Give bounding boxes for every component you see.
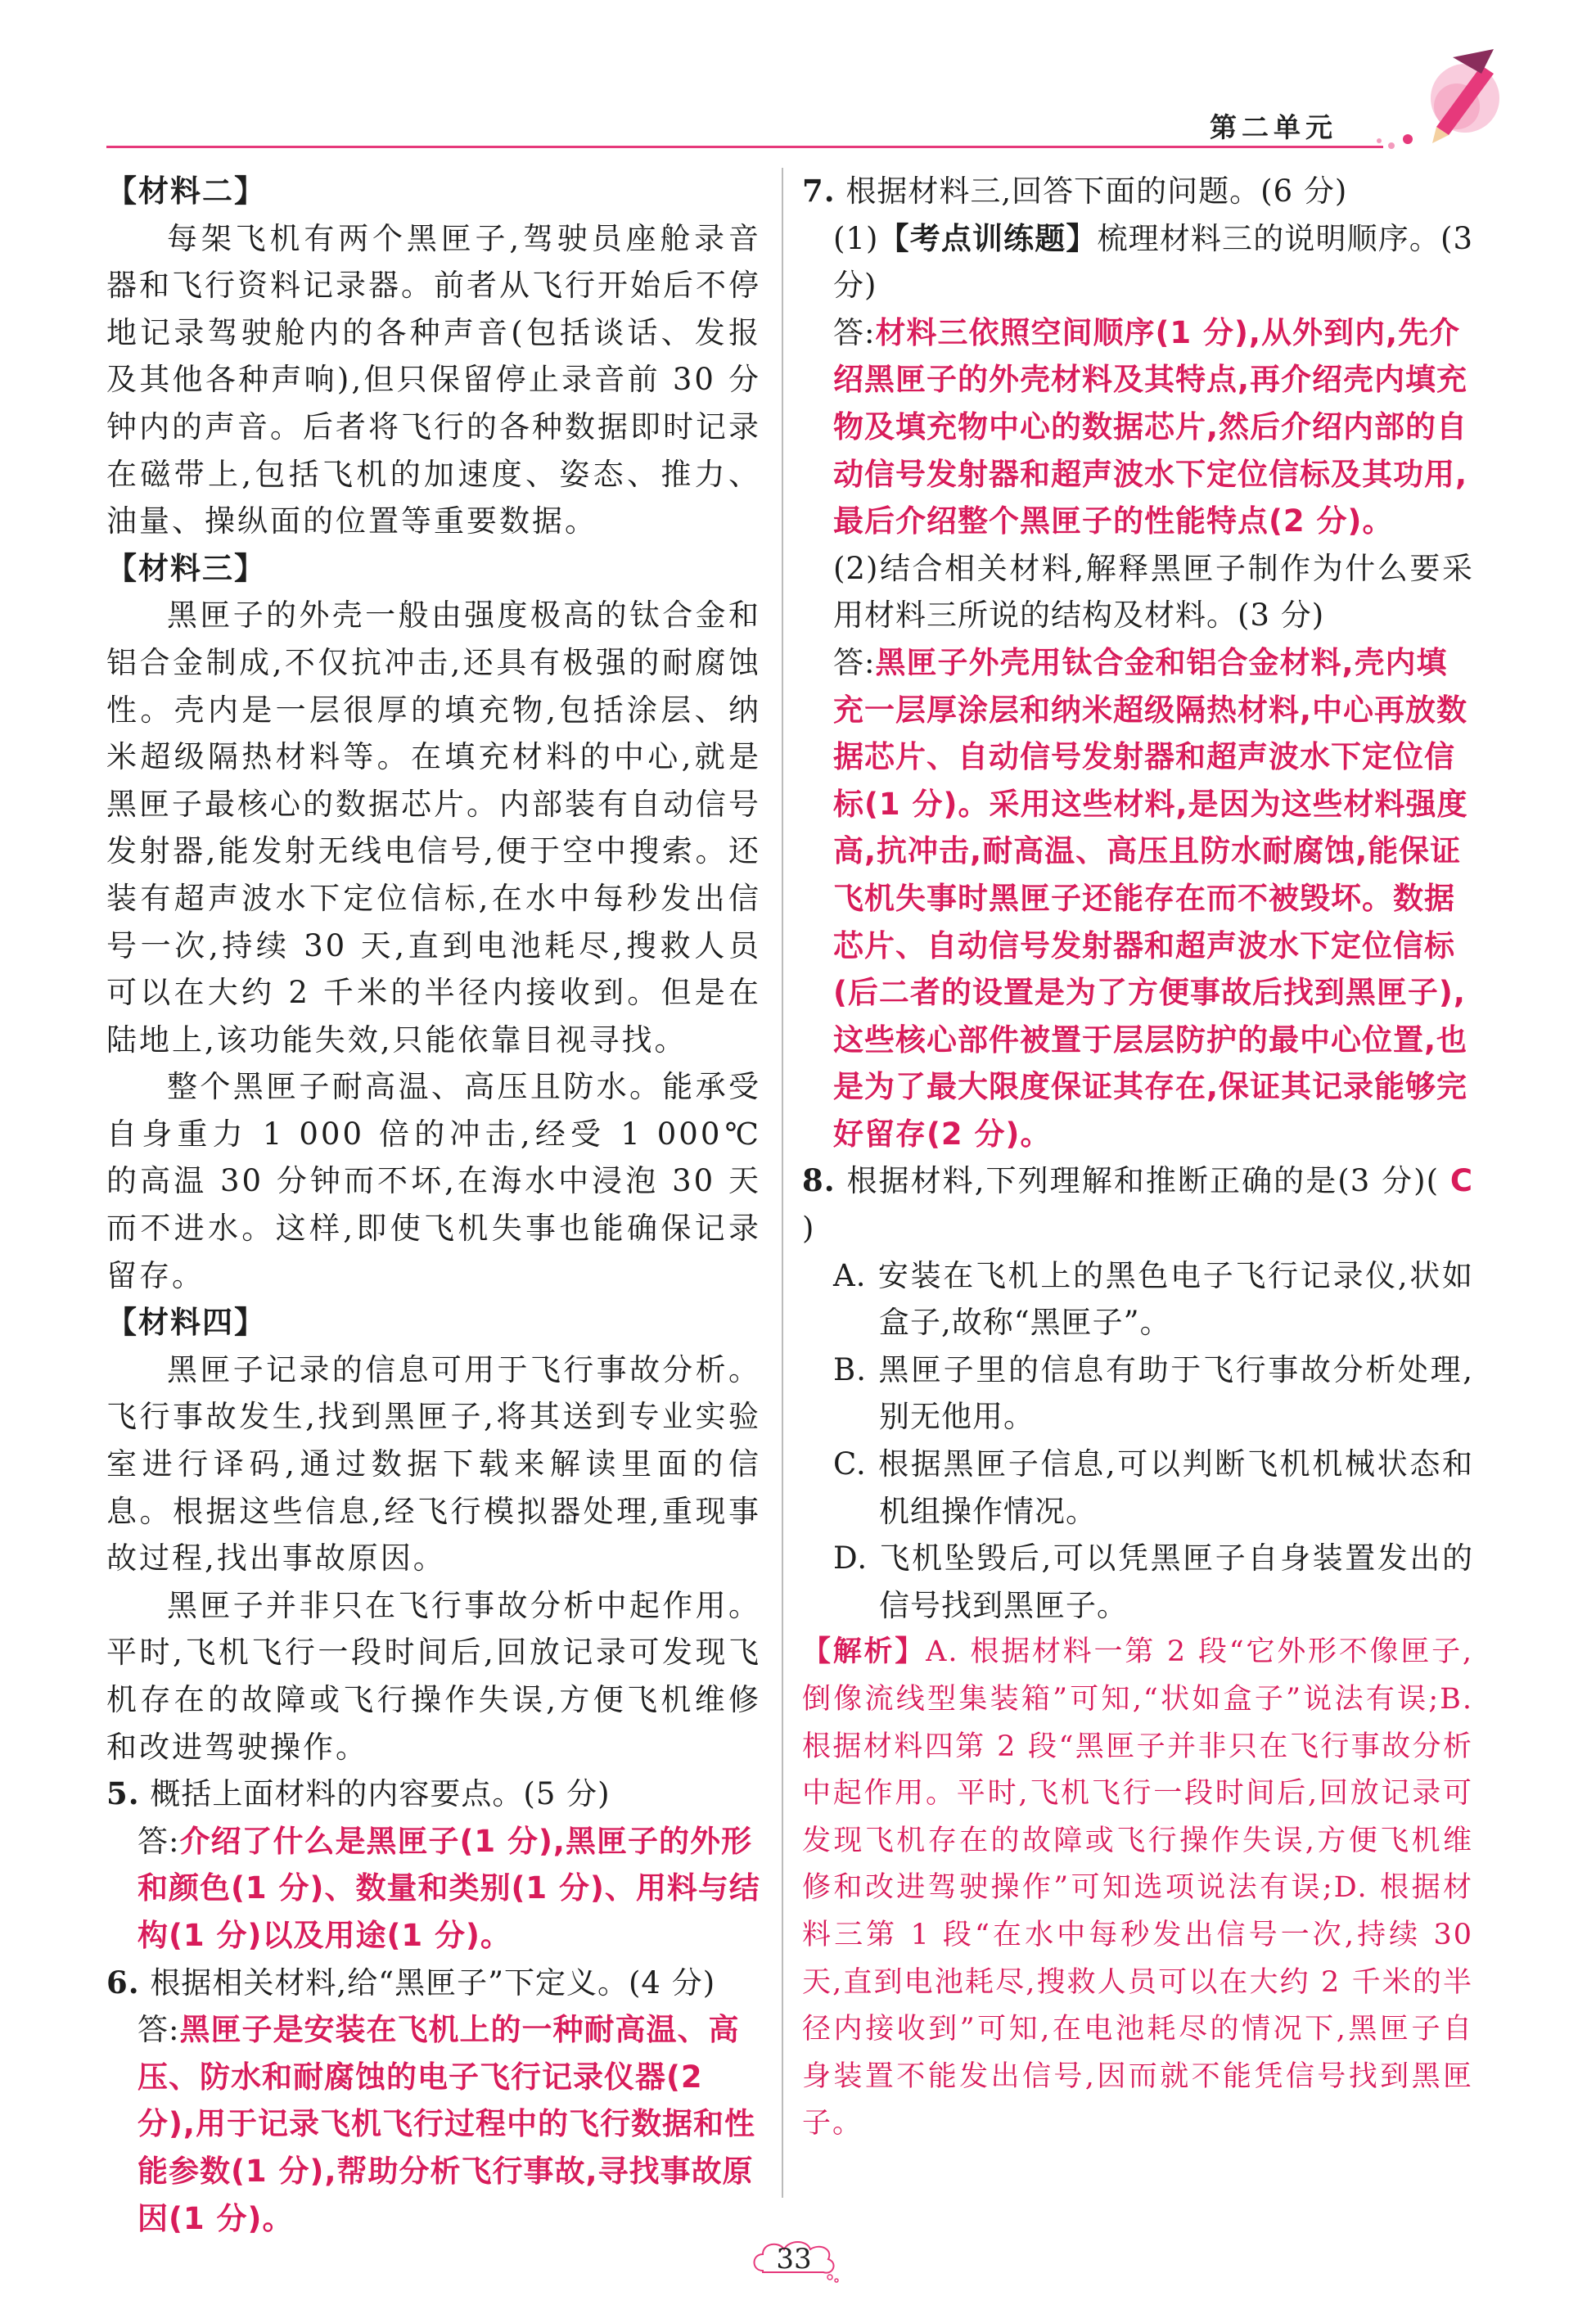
- analysis: [802, 1629, 1473, 2148]
- answer-7-2-label: 答:: [833, 644, 876, 680]
- answer-5-label: 答:: [138, 1823, 180, 1859]
- question-8-number: 8.: [802, 1162, 836, 1199]
- material-4-paragraph-1: 黑匣子记录的信息可用于飞行事故分析。飞行事故发生,找到黑匣子,将其送到专业实验室进行译码,通过数据下载来解读里面的信息。根据这些信息,经飞行模拟器处理,重现事故过程,找出事故原因。: [106, 1351, 761, 1577]
- unit-title: 第二单元: [1210, 111, 1337, 143]
- option-b: B. 黑匣子里的信息有助于飞行事故分析处理,别无他用。: [833, 1351, 1473, 1435]
- material-3-paragraph-1: 黑匣子的外壳一般由强度极高的钛合金和铝合金制成,不仅抗冲击,还具有极强的耐腐蚀性。壳内是一层很厚的填充物,包括涂层、纳米超级隔热材料等。在填充材料的中心,就是黑匣子最核心的数据芯片。内部装有自动信号发射器,能发射无线电信号,便于空中搜索。还装有超声波水下定位信标,在水中每秒发出信号一次,持续 30 天,直到电池耗尽,搜救人员可以在大约 2 千米的半径内接收到。但是在陆地上,该功能失效,只能依靠目视寻找。: [106, 598, 761, 1058]
- question-7: [802, 168, 1473, 215]
- question-7-1-text: 梳理材料三的说明顺序。(3 分): [833, 220, 1473, 304]
- question-6: [106, 1960, 761, 2007]
- page-header: [0, 0, 1596, 164]
- header-rule: [106, 146, 1383, 148]
- answer-6-text: 黑匣子是安装在飞机上的一种耐高温、高压、防水和耐腐蚀的电子飞行记录仪器(2 分),用于记录飞机飞行过程中的飞行数据和性能参数(1 分),帮助分析飞行事故,寻找事故原因(1 分)。: [138, 2012, 755, 2236]
- material-3-title: 【材料三】: [106, 550, 266, 586]
- left-column: [106, 168, 761, 2242]
- pencil-decoration-icon: [1359, 33, 1522, 156]
- question-5-number: 5.: [106, 1775, 140, 1812]
- page-number-text: 33: [776, 2243, 812, 2276]
- question-8-text: 根据材料,下列理解和推断正确的是(3 分)(: [846, 1163, 1440, 1199]
- analysis-tag: 【解析】: [802, 1635, 926, 1669]
- question-7-number: 7.: [802, 173, 836, 209]
- answer-6-label: 答:: [138, 2012, 180, 2048]
- answer-5-text: 介绍了什么是黑匣子(1 分),黑匣子的外形和颜色(1 分)、数量和类别(1 分)、用料与结构(1 分)以及用途(1 分)。: [138, 1823, 760, 1953]
- analysis-text: A. 根据材料一第 2 段“它外形不像匣子,倒像流线型集装箱”可知,“状如盒子”说法有误;B. 根据材料四第 2 段“黑匣子并非只在飞行事故分析中起作用。平时,飞机飞行一段时间后,回放记录可发现飞机存在的故障或飞行操作失误,方便飞机维修和改进驾驶操作”可知选项说法有误;D. 根据材料三第 1 段“在水中每秒发出信号一次,持续 30 天,直到电池耗尽,搜救人员可以在大约 2 千米的半径内接收到”可知,在电池耗尽的情况下,黑匣子自身装置不能发出信号,因而就不能凭信号找到黑匣子。: [802, 1635, 1473, 2140]
- question-6-number: 6.: [106, 1964, 140, 2001]
- question-5: [106, 1770, 761, 1818]
- question-7-1: [833, 215, 1473, 309]
- material-2-paragraph: 每架飞机有两个黑匣子,驾驶员座舱录音器和飞行资料记录器。前者从飞行开始后不停地记录驾驶舱内的各种声音(包括谈话、发报及其他各种声响),但只保留停止录音前 30 分钟内的声音。后者将飞行的各种数据即时记录在磁带上,包括飞机的加速度、姿态、推力、油量、操纵面的位置等重要数据。: [106, 220, 761, 539]
- option-d: D. 飞机坠毁后,可以凭黑匣子自身装置发出的信号找到黑匣子。: [833, 1540, 1473, 1623]
- question-8-choice: C: [1449, 1163, 1473, 1199]
- question-6-text: 根据相关材料,给“黑匣子”下定义。(4 分): [150, 1964, 716, 2001]
- page-number: [745, 2235, 843, 2284]
- question-5-text: 概括上面材料的内容要点。(5 分): [150, 1776, 611, 1812]
- question-7-2: (2)结合相关材料,解释黑匣子制作为什么要采用材料三所说的结构及材料。(3 分): [833, 550, 1473, 634]
- right-column: [802, 168, 1473, 2148]
- answer-7-2-text: 黑匣子外壳用钛合金和铝合金材料,壳内填充一层厚涂层和纳米超级隔热材料,中心再放数据芯片、自动信号发射器和超声波水下定位信标(1 分)。采用这些材料,是因为这些材料强度高,抗冲击,耐高温、高压且防水耐腐蚀,能保证飞机失事时黑匣子还能存在而不被毁坏。数据芯片、自动信号发射器和超声波水下定位信标(后二者的设置是为了方便事故后找到黑匣子),这些核心部件被置于层层防护的最中心位置,也是为了最大限度保证其存在,保证其记录能够完好留存(2 分)。: [833, 644, 1468, 1152]
- question-7-1-tag: 【考点训练题】: [878, 220, 1098, 256]
- question-7-1-prefix: (1): [833, 220, 879, 256]
- answer-6: [138, 2006, 761, 2242]
- answer-5: [138, 1818, 761, 1960]
- answer-7-1: [833, 309, 1473, 545]
- question-7-text: 根据材料三,回答下面的问题。(6 分): [845, 174, 1348, 209]
- question-8-options: [833, 1252, 1473, 1630]
- question-8: [802, 1157, 1473, 1252]
- answer-7-1-text: 材料三依照空间顺序(1 分),从外到内,先介绍黑匣子的外壳材料及其特点,再介绍壳内填充物及填充物中心的数据芯片,然后介绍内部的自动信号发射器和超声波水下定位信标及其功用,最后介绍整个黑匣子的性能特点(2 分)。: [833, 314, 1468, 539]
- material-4-paragraph-2: 黑匣子并非只在飞行事故分析中起作用。平时,飞机飞行一段时间后,回放记录可发现飞机存在的故障或飞行操作失误,方便飞机维修和改进驾驶操作。: [106, 1587, 761, 1765]
- question-8-close: ): [802, 1211, 815, 1247]
- material-2-title: 【材料二】: [106, 174, 266, 209]
- answer-7-1-label: 答:: [833, 314, 876, 350]
- material-3-paragraph-2: 整个黑匣子耐高温、高压且防水。能承受自身重力 1 000 倍的冲击,经受 1 000℃ 的高温 30 分钟而不坏,在海水中浸泡 30 天而不进水。这样,即使飞机失事也能确保记录留存。: [106, 1069, 761, 1293]
- material-4-title: 【材料四】: [106, 1305, 266, 1341]
- option-c: C. 根据黑匣子信息,可以判断飞机机械状态和机组操作情况。: [833, 1446, 1473, 1529]
- column-divider: [782, 168, 783, 2198]
- answer-7-2: [833, 639, 1473, 1158]
- option-a: A. 安装在飞机上的黑色电子飞行记录仪,状如盒子,故称“黑匣子”。: [833, 1257, 1473, 1341]
